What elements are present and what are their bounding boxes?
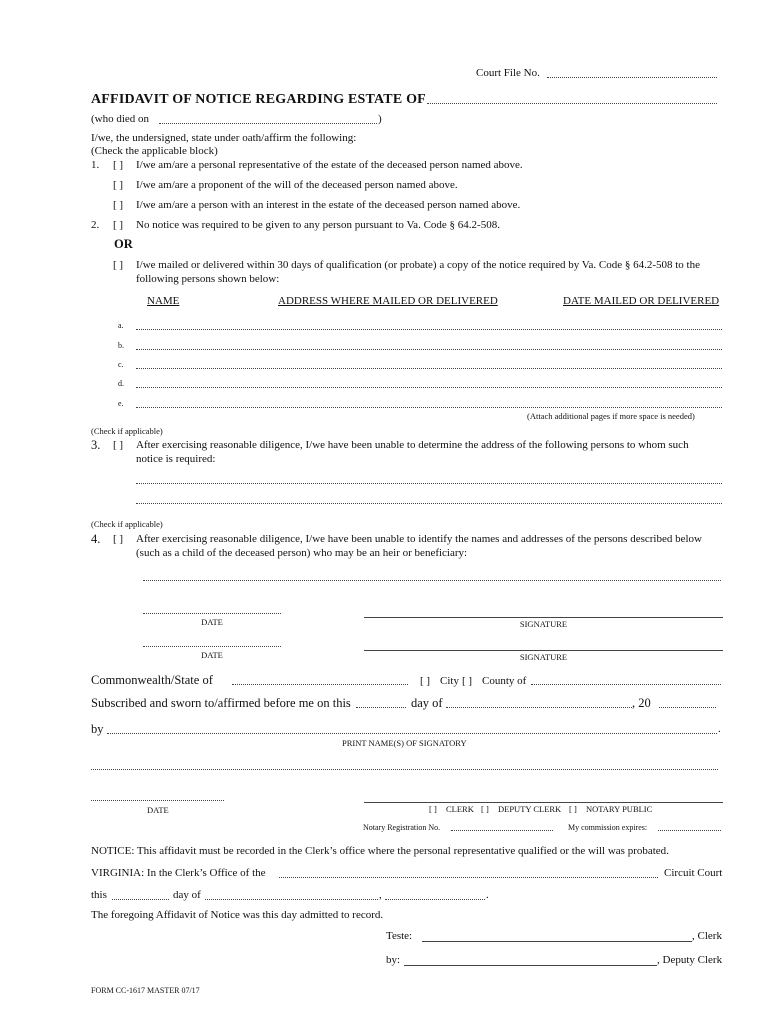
notary-public-option-label: NOTARY PUBLIC — [586, 804, 653, 814]
section3-field-2[interactable] — [136, 503, 722, 504]
checkbox-2b[interactable]: [ ] — [113, 259, 124, 271]
item-number-1: 1. — [91, 159, 100, 171]
intro-line2: (Check the applicable block) — [91, 145, 218, 157]
or-label: OR — [114, 237, 133, 251]
date-label-1: DATE — [201, 617, 223, 627]
option-1a-text: I/we am/are a personal representative of the estate of the deceased person named above. — [136, 159, 523, 171]
row-field-c[interactable] — [136, 368, 722, 369]
county-checkbox[interactable]: [ ] — [462, 675, 473, 687]
column-header-address: ADDRESS WHERE MAILED OR DELIVERED — [278, 295, 498, 307]
date-field-2[interactable] — [143, 646, 281, 647]
checkbox-3[interactable]: [ ] — [113, 439, 124, 451]
deputy-clerk-label: , Deputy Clerk — [657, 954, 723, 966]
attach-note: (Attach additional pages if more space is needed) — [527, 411, 695, 421]
row-label-d: d. — [118, 379, 124, 388]
deputy-clerk-checkbox[interactable]: [ ] — [481, 804, 489, 814]
notary-signature-line[interactable] — [364, 802, 723, 803]
record-comma: , — [379, 889, 382, 901]
section3-field-1[interactable] — [136, 483, 722, 484]
deputy-clerk-line[interactable] — [404, 965, 657, 966]
option-2b-line2: following persons shown below: — [136, 273, 280, 285]
virginia-label: VIRGINIA: In the Clerk’s Office of the — [91, 867, 266, 879]
commission-label: My commission expires: — [568, 823, 648, 832]
row-field-a[interactable] — [136, 329, 722, 330]
record-period: . — [486, 889, 489, 901]
signatory-name-field[interactable] — [107, 733, 717, 734]
item-number-2: 2. — [91, 219, 100, 231]
checkbox-4[interactable]: [ ] — [113, 533, 124, 545]
clerk-office-field[interactable] — [279, 877, 658, 878]
notary-public-checkbox[interactable]: [ ] — [569, 804, 577, 814]
subscribed-label: Subscribed and sworn to/affirmed before me on this — [91, 696, 351, 710]
section3-check-if: (Check if applicable) — [91, 426, 163, 436]
month-field[interactable] — [446, 707, 632, 708]
day-field[interactable] — [356, 707, 406, 708]
option-2b-line1: I/we mailed or delivered within 30 days of qualification (or probate) a copy of the notice required by Va. Code § 64.2-508 to the — [136, 259, 700, 271]
clerk-option-label: CLERK — [446, 804, 474, 814]
teste-clerk-line[interactable] — [422, 941, 692, 942]
who-died-on-label: (who died on — [91, 113, 150, 125]
date-label-2: DATE — [201, 650, 223, 660]
column-header-date: DATE MAILED OR DELIVERED — [563, 295, 720, 307]
by-deputy-label: by: — [386, 954, 401, 966]
intro-line1: I/we, the undersigned, state under oath/affirm the following: — [91, 132, 357, 144]
row-label-a: a. — [118, 321, 124, 330]
checkbox-1c[interactable]: [ ] — [113, 199, 124, 211]
notice-text: NOTICE: This affidavit must be recorded in the Clerk’s office where the personal representative qualified or the will was probated. — [91, 845, 669, 857]
section3-line1: After exercising reasonable diligence, I/we have been unable to determine the address of the following persons to whom such — [136, 439, 689, 451]
item-number-3: 3. — [91, 438, 101, 452]
day-of-label: day of — [411, 696, 443, 710]
clerk-checkbox[interactable]: [ ] — [429, 804, 437, 814]
signature-line-1[interactable] — [364, 617, 723, 618]
record-month-field[interactable] — [205, 899, 378, 900]
row-field-b[interactable] — [136, 349, 722, 350]
option-1b-text: I/we am/are a proponent of the will of the deceased person named above. — [136, 179, 458, 191]
print-names-label: PRINT NAME(S) OF SIGNATORY — [342, 738, 467, 748]
notary-date-label: DATE — [147, 805, 169, 815]
item-number-4: 4. — [91, 532, 101, 546]
county-field[interactable] — [531, 684, 721, 685]
checkbox-2a[interactable]: [ ] — [113, 219, 124, 231]
form-id: FORM CC-1617 MASTER 07/17 — [91, 986, 200, 995]
row-field-e[interactable] — [136, 407, 722, 408]
date-field-1[interactable] — [143, 613, 281, 614]
record-day-of-label: day of — [173, 889, 201, 901]
year-field[interactable] — [659, 707, 716, 708]
row-label-b: b. — [118, 341, 124, 350]
notary-date-field[interactable] — [91, 800, 224, 801]
circuit-court-label: Circuit Court — [664, 867, 723, 879]
commission-field[interactable] — [658, 830, 721, 831]
this-label: this — [91, 889, 107, 901]
signature-label-2: SIGNATURE — [519, 652, 568, 662]
section3-line2: notice is required: — [136, 453, 216, 465]
court-file-label: Court File No. — [476, 67, 540, 79]
row-label-c: c. — [118, 360, 124, 369]
signature-line-2[interactable] — [364, 650, 723, 651]
option-1c-text: I/we am/are a person with an interest in the estate of the deceased person named above. — [136, 199, 521, 211]
deputy-clerk-option-label: DEPUTY CLERK — [498, 804, 562, 814]
row-field-d[interactable] — [136, 387, 722, 388]
section4-line1: After exercising reasonable diligence, I/we have been unable to identify the names and addresses of the persons described below — [136, 533, 702, 545]
court-file-number-field[interactable] — [547, 77, 717, 78]
registration-label: Notary Registration No. — [363, 823, 441, 832]
close-paren: ) — [378, 113, 382, 125]
section4-line2: (such as a child of the deceased person) who may be an heir or beneficiary: — [136, 547, 468, 559]
admitted-text: The foregoing Affidavit of Notice was this day admitted to record. — [91, 909, 384, 921]
section4-check-if: (Check if applicable) — [91, 519, 163, 529]
city-checkbox[interactable]: [ ] — [420, 675, 431, 687]
by-period: . — [718, 723, 721, 735]
by-label: by — [91, 722, 104, 736]
teste-label: Teste: — [386, 930, 413, 942]
record-year-field[interactable] — [385, 899, 485, 900]
teste-clerk-label: , Clerk — [692, 930, 722, 942]
form-title: AFFIDAVIT OF NOTICE REGARDING ESTATE OF — [91, 92, 426, 107]
county-label: County of — [482, 675, 527, 687]
city-label: City — [440, 675, 459, 687]
state-field[interactable] — [232, 684, 408, 685]
option-2a-text: No notice was required to be given to any person pursuant to Va. Code § 64.2-508. — [136, 219, 500, 231]
checkbox-1b[interactable]: [ ] — [113, 179, 124, 191]
section4-field[interactable] — [143, 580, 721, 581]
estate-name-field[interactable] — [427, 103, 717, 104]
record-day-field[interactable] — [112, 899, 169, 900]
signature-label-1: SIGNATURE — [519, 619, 568, 629]
column-header-name: NAME — [147, 295, 180, 307]
registration-field[interactable] — [451, 830, 553, 831]
checkbox-1a[interactable]: [ ] — [113, 159, 124, 171]
year-prefix: , 20 — [632, 696, 651, 710]
notary-extra-field[interactable] — [91, 769, 718, 770]
row-label-e: e. — [118, 399, 124, 408]
date-of-death-field[interactable] — [159, 123, 377, 124]
commonwealth-label: Commonwealth/State of — [91, 673, 213, 687]
